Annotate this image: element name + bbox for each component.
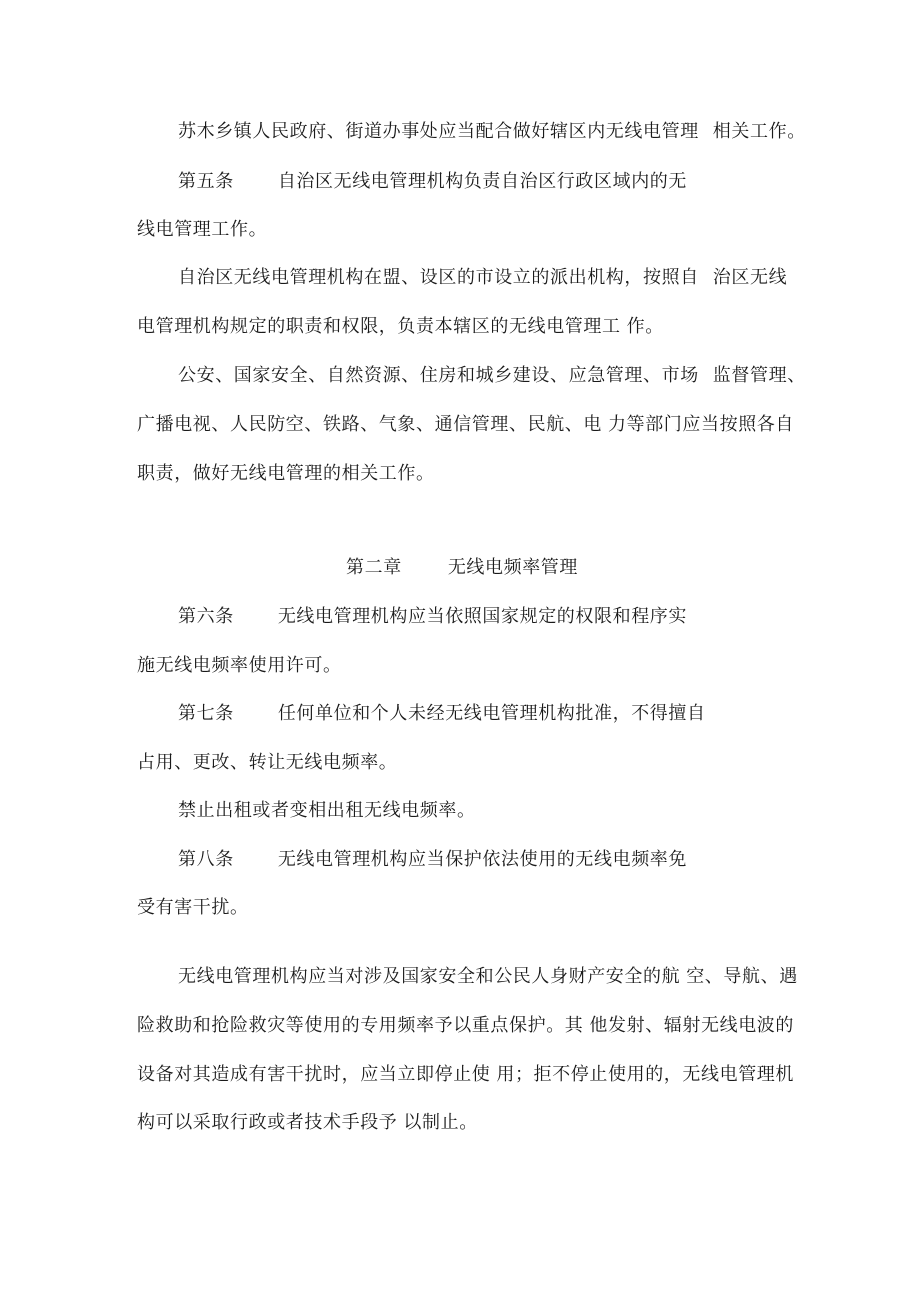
text-span: 公安、国家安全、自然资源、住房和城乡建设、应急管理、市场 xyxy=(178,365,699,386)
text-span: 险救助和抢险救灾等使用的专用频率予以重点保护。其 xyxy=(137,1015,584,1036)
text-span: 苏木乡镇人民政府、街道办事处应当配合做好辖区内无线电管理 xyxy=(178,121,699,142)
text-span: 无线电管理机构应当保护依法使用的无线电频率免 xyxy=(277,849,688,870)
text-span: 治区无线 xyxy=(712,267,788,288)
text-span: 电管理机构规定的职责和权限，负责本辖区的无线电管理工 xyxy=(137,316,621,337)
text-span: 无线电管理机构应当对涉及国家安全和公民人身财产安全的航 xyxy=(178,966,681,987)
text-span: 无线电管理机构应当依照国家规定的权限和程序实 xyxy=(277,606,688,627)
text-span: 监督管理、 xyxy=(712,365,806,386)
article-5-heading-line xyxy=(178,170,687,194)
text-span: 他发射、辐射无线电波的 xyxy=(589,1015,795,1036)
paragraph-line xyxy=(137,413,794,437)
article-5-number: 第五条 xyxy=(178,171,234,192)
text-span: 任何单位和个人未经无线电管理机构批准，不得擅自 xyxy=(277,703,706,724)
paragraph-line: 禁止出租或者变相出租无线电频率。 xyxy=(178,800,476,821)
paragraph-line xyxy=(178,120,806,144)
article-6-number: 第六条 xyxy=(178,606,234,627)
text-span: 构可以采取行政或者技术手段予 xyxy=(137,1112,398,1133)
text-span: 自治区无线电管理机构负责自治区行政区域内的无 xyxy=(277,171,688,192)
chapter-heading xyxy=(346,556,578,580)
article-8-heading-line xyxy=(178,848,687,872)
article-7-heading-line xyxy=(178,702,706,726)
text-span: 自治区无线电管理机构在盟、设区的市设立的派出机构，按照自 xyxy=(178,267,699,288)
paragraph-line xyxy=(137,1014,794,1038)
text-span: 作。 xyxy=(626,316,664,337)
article-7-number: 第七条 xyxy=(178,703,234,724)
paragraph-line xyxy=(137,1063,794,1087)
paragraph-line xyxy=(178,364,806,388)
paragraph-line xyxy=(178,266,787,290)
text-span: 广播电视、人民防空、铁路、气象、通信管理、民航、电 xyxy=(137,414,602,435)
text-span: 力等部门应当按照各自 xyxy=(608,414,794,435)
text-span: 设备对其造成有害干扰时，应当立即停止使 xyxy=(137,1064,491,1085)
paragraph-line xyxy=(137,1111,478,1135)
text-span: 空、导航、遇 xyxy=(686,966,798,987)
paragraph-line xyxy=(137,315,664,339)
paragraph-line: 占用、更改、转让无线电频率。 xyxy=(137,752,398,773)
paragraph-line: 线电管理工作。 xyxy=(137,219,268,240)
chapter-number: 第二章 xyxy=(346,557,402,578)
article-6-heading-line xyxy=(178,605,687,629)
paragraph-line: 施无线电频率使用许可。 xyxy=(137,655,342,676)
paragraph-line xyxy=(178,965,798,989)
text-span: 以制止。 xyxy=(403,1112,478,1133)
article-8-number: 第八条 xyxy=(178,849,234,870)
text-span: 相关工作。 xyxy=(712,121,806,142)
text-span: 用；拒不停止使用的，无线电管理机 xyxy=(496,1064,795,1085)
paragraph-line: 受有害干扰。 xyxy=(137,897,249,918)
paragraph-line: 职责，做好无线电管理的相关工作。 xyxy=(137,463,435,484)
chapter-title: 无线电频率管理 xyxy=(447,557,579,578)
